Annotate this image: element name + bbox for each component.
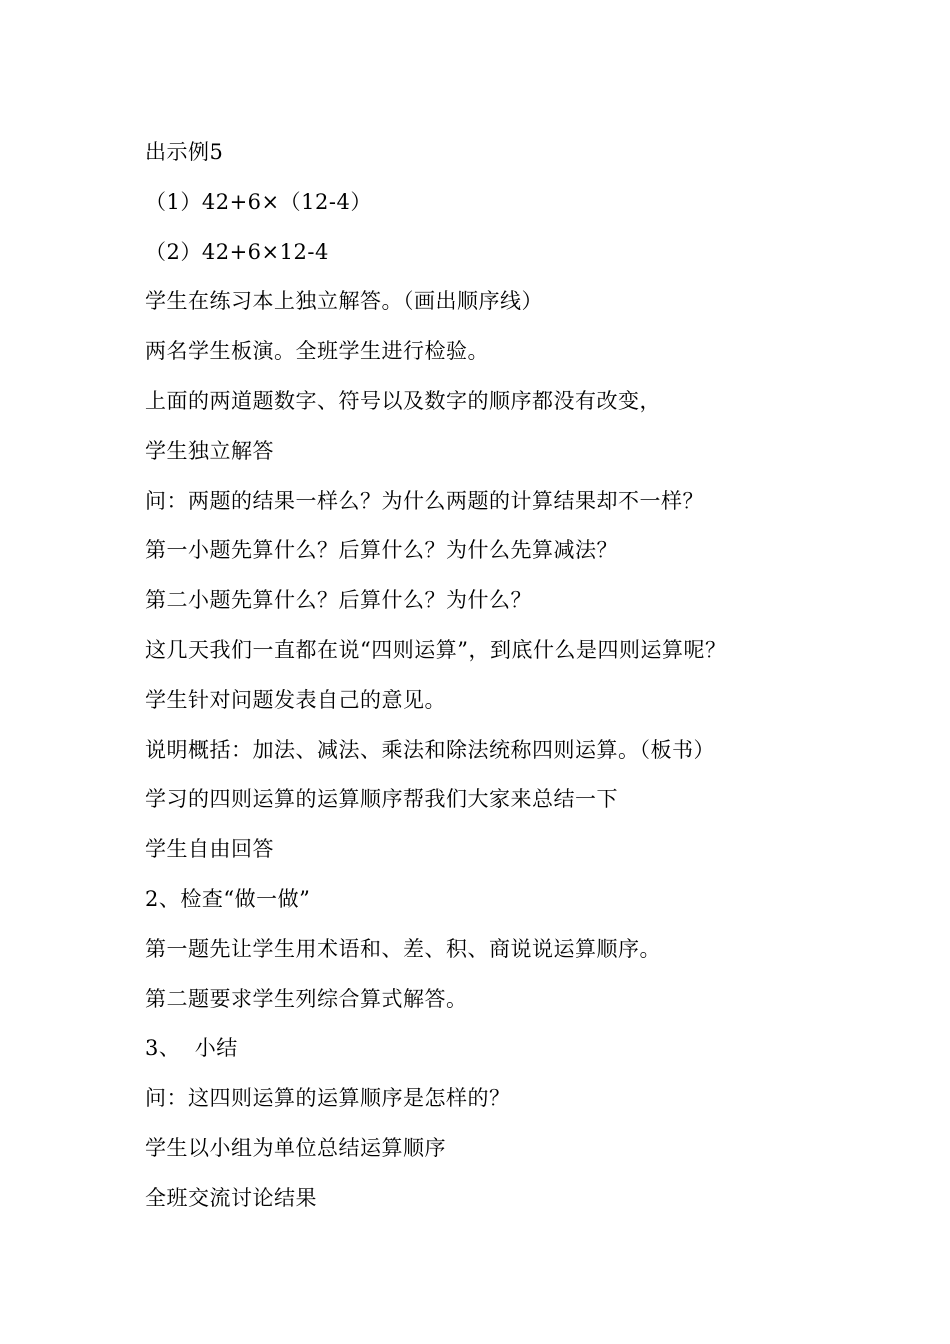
text-line: 这几天我们一直都在说“四则运算”，到底什么是四则运算呢？	[145, 637, 727, 662]
text-line: 说明概括：加法、减法、乘法和除法统称四则运算。（板书）	[145, 737, 715, 762]
text-line: 问：这四则运算的运算顺序是怎样的？	[145, 1086, 511, 1111]
text-line: 第二小题先算什么？后算什么？为什么？	[145, 588, 532, 613]
text-line: 上面的两道题数字、符号以及数字的顺序都没有改变，	[145, 388, 661, 413]
text-line: 学生自由回答	[145, 837, 274, 862]
text-line: 第一小题先算什么？后算什么？为什么先算减法？	[145, 538, 618, 563]
text-line: 第一题先让学生用术语和、差、积、商说说运算顺序。	[145, 936, 661, 961]
text-line: 学习的四则运算的运算顺序帮我们大家来总结一下	[145, 787, 618, 812]
text-line: 问：两题的结果一样么？为什么两题的计算结果却不一样？	[145, 488, 704, 513]
text-line: 学生针对问题发表自己的意见。	[145, 687, 446, 712]
text-line: 学生独立解答	[145, 438, 274, 463]
text-line: 3、 小结	[145, 1036, 238, 1061]
text-line: 两名学生板演。全班学生进行检验。	[145, 339, 489, 364]
text-line: 学生在练习本上独立解答。（画出顺序线）	[145, 289, 543, 314]
text-line: 全班交流讨论结果	[145, 1185, 317, 1210]
text-line: 学生以小组为单位总结运算顺序	[145, 1135, 446, 1160]
text-line: 第二题要求学生列综合算式解答。	[145, 986, 468, 1011]
text-line: 2、检查“做一做”	[145, 886, 311, 911]
text-line: 出示例5	[145, 140, 224, 164]
document-body	[145, 138, 865, 1234]
text-line: （2）42+6×12-4	[145, 239, 329, 264]
text-line: （1）42+6×（12-4）	[145, 189, 372, 214]
